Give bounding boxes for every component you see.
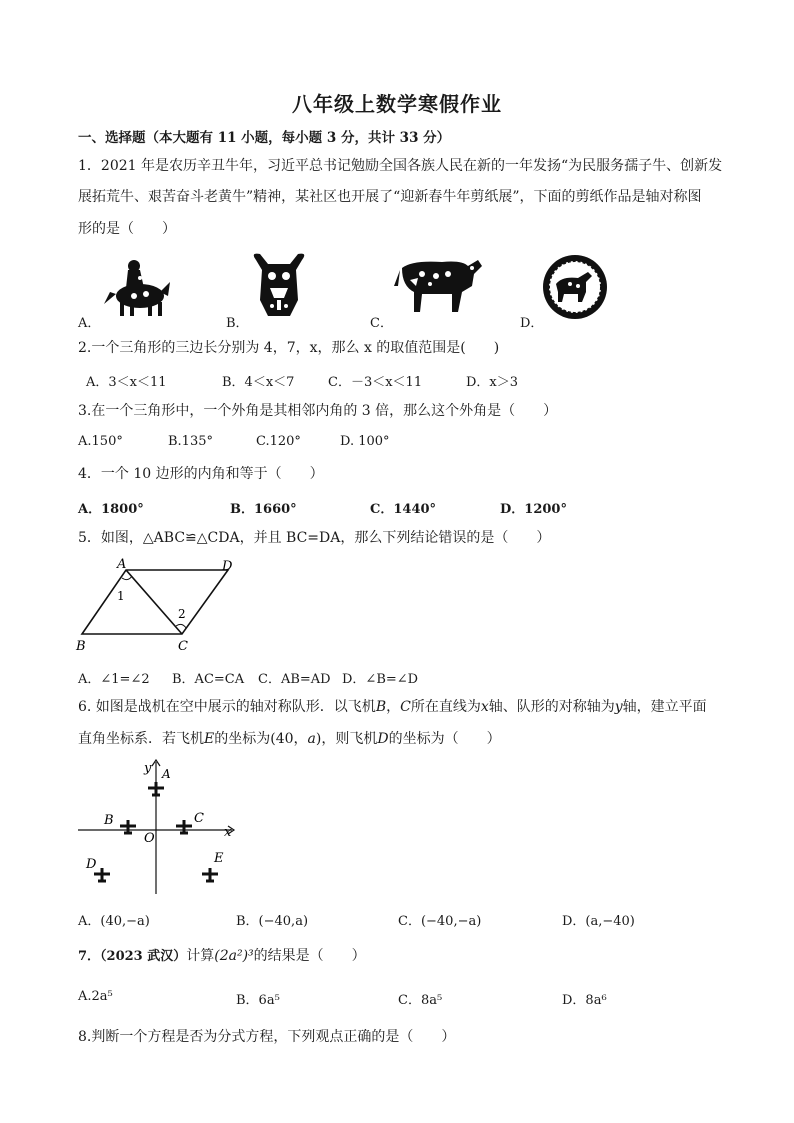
q4-stem: 4．一个 10 边形的内角和等于（ ）: [78, 466, 324, 482]
q4-option-a[interactable]: A．1800°: [78, 502, 144, 517]
q2-option-c[interactable]: C．－3＜x＜11: [328, 375, 423, 390]
q3-stem: 3.在一个三角形中，一个外角是其相邻内角的 3 倍，那么这个外角是（ ）: [78, 403, 558, 419]
q6-option-c[interactable]: C．(−40,−a): [398, 914, 482, 929]
q6-option-d[interactable]: D．(a,−40): [562, 914, 635, 929]
page-title: 八年级上数学寒假作业: [292, 92, 502, 116]
fig6-label-o: O: [144, 831, 155, 846]
papercut-standing-ox-image: [392, 252, 488, 320]
formation-coordinate-figure: [72, 758, 242, 894]
q1-option-a[interactable]: A．: [78, 316, 101, 331]
q7-option-c[interactable]: C．8a⁵: [398, 993, 443, 1008]
q3-option-b[interactable]: B.135°: [168, 434, 213, 449]
q2-option-d[interactable]: D．x＞3: [466, 375, 519, 390]
q3-option-a[interactable]: A.150°: [78, 434, 123, 449]
fig5-label-angle-1: 1: [117, 589, 125, 603]
q4-option-b[interactable]: B．1660°: [230, 502, 297, 517]
q7-option-a[interactable]: A.2a⁵: [78, 989, 113, 1004]
q3-option-d[interactable]: D. 100°: [340, 434, 390, 449]
q5-stem: 5．如图，△ABC≌△CDA，并且 BC=DA，那么下列结论错误的是（ ）: [78, 530, 551, 546]
fig5-label-angle-2: 2: [178, 607, 186, 621]
q5-option-b[interactable]: B．AC=CA: [172, 672, 245, 687]
fig5-label-d: D: [222, 559, 233, 574]
q6-option-b[interactable]: B．(−40,a): [236, 914, 309, 929]
q1-line-1: 1．2021 年是农历辛丑牛年，习近平总书记勉励全国各族人民在新的一年发扬“为民服务孺子牛、创新发: [78, 158, 723, 174]
q5-option-d[interactable]: D．∠B=∠D: [342, 672, 419, 687]
q7-option-b[interactable]: B．6a⁵: [236, 993, 280, 1008]
q1-line-2: 展拓荒牛、艰苦奋斗老黄牛”精神，某社区也开展了“迎新春牛年剪纸展”，下面的剪纸作品是轴对称图: [78, 189, 702, 205]
fig6-label-b: B: [104, 813, 114, 828]
plane-b-icon: [120, 820, 136, 834]
fig6-label-d: D: [86, 857, 97, 872]
plane-a-icon: [148, 782, 164, 796]
q6-line-2: 直角坐标系．若飞机E的坐标为(40，a)，则飞机D的坐标为（ ）: [78, 731, 501, 747]
q4-option-d[interactable]: D．1200°: [500, 502, 567, 517]
fig6-label-a: A: [162, 767, 171, 781]
plane-c-icon: [176, 820, 192, 834]
q5-option-c[interactable]: C．AB=AD: [258, 672, 331, 687]
q2-option-b[interactable]: B．4＜x＜7: [222, 375, 295, 390]
papercut-ox-head-image: [248, 250, 310, 322]
q1-option-b[interactable]: B．: [226, 316, 249, 331]
fig5-label-a: A: [117, 557, 127, 572]
q1-option-c[interactable]: C．: [370, 316, 393, 331]
fig6-label-x: x: [224, 825, 232, 840]
q1-option-d[interactable]: D．: [520, 316, 544, 331]
plane-e-icon: [202, 868, 218, 882]
q1-line-3: 形的是（ ）: [78, 221, 176, 237]
q2-stem: 2.一个三角形的三边长分别为 4，7，x，那么 x 的取值范围是( ): [78, 340, 500, 356]
q2-option-a[interactable]: A．3＜x＜11: [86, 375, 167, 390]
parallelogram-figure: [72, 556, 242, 656]
fig6-label-e: E: [214, 851, 224, 866]
q5-option-a[interactable]: A．∠1=∠2: [78, 672, 150, 687]
fig5-label-c: C: [178, 639, 188, 654]
q8-stem: 8.判断一个方程是否为分式方程，下列观点正确的是（ ）: [78, 1029, 456, 1045]
q3-option-c[interactable]: C.120°: [256, 434, 301, 449]
q6-line-1: 6. 如图是战机在空中展示的轴对称队形．以飞机B，C所在直线为x轴、队形的对称轴为y轴，建立平面: [78, 699, 707, 715]
q6-option-a[interactable]: A．(40,−a): [78, 914, 150, 929]
q7-option-d[interactable]: D．8a⁶: [562, 993, 607, 1008]
papercut-rider-on-ox-image: [100, 252, 172, 318]
fig5-label-b: B: [76, 639, 86, 654]
fig6-label-y: y: [144, 761, 152, 776]
fig6-label-c: C: [194, 811, 204, 826]
section-heading: 一、选择题（本大题有 11 小题，每小题 3 分，共计 33 分）: [78, 130, 451, 146]
papercut-round-ox-image: [542, 254, 608, 320]
q4-option-c[interactable]: C．1440°: [370, 502, 437, 517]
q7-stem: 7．（2023 武汉）计算(2a²)³的结果是（ ）: [78, 948, 366, 964]
